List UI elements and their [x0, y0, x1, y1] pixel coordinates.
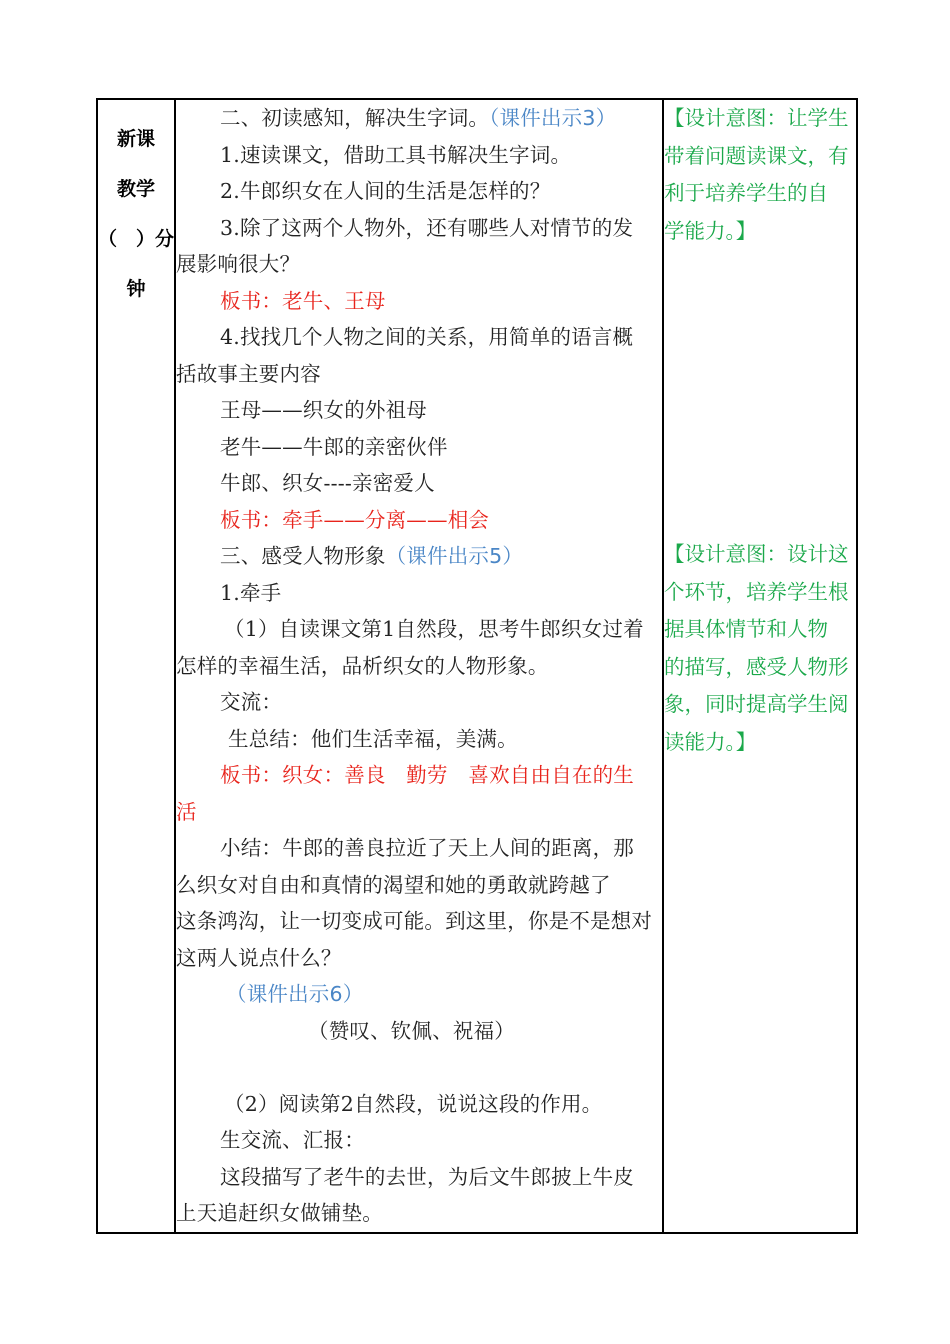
section-label-line: 教学: [116, 178, 155, 200]
design-note-line: 据具体情节和人物: [664, 617, 828, 641]
relation-line: 王母——织女的外祖母: [220, 398, 427, 422]
sub-heading: 1.牵手: [220, 580, 282, 605]
lesson-plan-table: [96, 98, 858, 1234]
design-note-line: 利于培养学生的自: [664, 181, 828, 205]
time-label-line: （ ）分: [98, 228, 175, 250]
paragraph-line: 么织女对自由和真情的渴望和她的勇敢就跨越了: [176, 872, 611, 897]
paragraph-line: 上天追赶织女做铺垫。: [176, 1201, 383, 1225]
question-item: 3.除了这两个人物外，还有哪些人对情节的发: [220, 215, 634, 240]
courseware-content: （赞叹、钦佩、祝福）: [308, 1018, 515, 1043]
courseware-tag: （课件出示5）: [385, 544, 524, 568]
paragraph-line: 生交流、汇报：: [220, 1128, 365, 1152]
design-note-line: 【设计意图：设计这: [664, 542, 849, 566]
heading-text: 二、初读感知，解决生字词。: [220, 106, 490, 130]
paragraph-line: 这段描写了老牛的去世，为后文牛郎披上牛皮: [220, 1164, 634, 1189]
paragraph-line: 小结：牛郎的善良拉近了天上人间的距离，那: [220, 836, 634, 860]
design-note-line: 的描写，感受人物形: [664, 654, 849, 679]
section-heading: [176, 100, 662, 137]
design-note-line: 个环节，培养学生根: [664, 579, 849, 604]
courseware-tag: （课件出示6）: [226, 982, 364, 1006]
board-note: 板书：老牛、王母: [220, 288, 386, 313]
design-note-line: 学能力。】: [664, 218, 757, 243]
paragraph-line: 怎样的幸福生活，品析织女的人物形象。: [176, 653, 549, 678]
heading-text: 三、感受人物形象: [220, 544, 386, 568]
courseware-tag: （课件出示3）: [489, 106, 617, 130]
design-note-line: 象，同时提高学生阅: [664, 692, 849, 716]
paragraph-line: 这条鸿沟，让一切变成可能。到这里，你是不是想对: [176, 909, 653, 933]
board-note: 板书：织女：善良 勤劳 喜欢自由自在的生: [220, 763, 634, 787]
design-note-line: 带着问题读课文，有: [664, 143, 849, 168]
blank-line: [176, 1049, 662, 1086]
board-note: 板书：牵手——分离——相会: [220, 507, 490, 532]
time-label-unit: 钟: [126, 278, 146, 300]
section-label-cell: [97, 99, 175, 1233]
question-item: 4.找找几个人物之间的关系，用简单的语言概: [220, 325, 634, 349]
paragraph-line: 这两人说点什么？: [176, 945, 342, 970]
relation-line: 老牛——牛郎的亲密伙伴: [220, 434, 448, 459]
blank-space: [664, 250, 856, 536]
relation-line: 牛郎、织女----亲密爱人: [220, 471, 435, 495]
design-intent-cell: [663, 99, 857, 1233]
paragraph-line: 生总结：他们生活幸福，美满。: [228, 726, 518, 751]
board-note-cont: 活: [176, 799, 197, 824]
design-note-line: 读能力。】: [664, 729, 757, 754]
paragraph-line: 交流：: [220, 690, 283, 714]
paragraph-line: （1）自读课文第1自然段，思考牛郎织女过着: [224, 617, 644, 641]
question-item: 2.牛郎织女在人间的生活是怎样的？: [220, 179, 551, 203]
teaching-content-cell: [175, 99, 663, 1233]
paragraph-line: （2）阅读第2自然段，说说这段的作用。: [224, 1091, 603, 1116]
section-label-line: 新课: [116, 128, 155, 150]
question-item: 1.速读课文，借助工具书解决生字词。: [220, 142, 572, 167]
section-heading: [176, 538, 662, 575]
table-row: [97, 99, 857, 1233]
design-note-line: 【设计意图：让学生: [664, 106, 849, 130]
question-item-cont: 括故事主要内容: [176, 361, 321, 386]
question-item-cont: 展影响很大？: [176, 252, 301, 276]
